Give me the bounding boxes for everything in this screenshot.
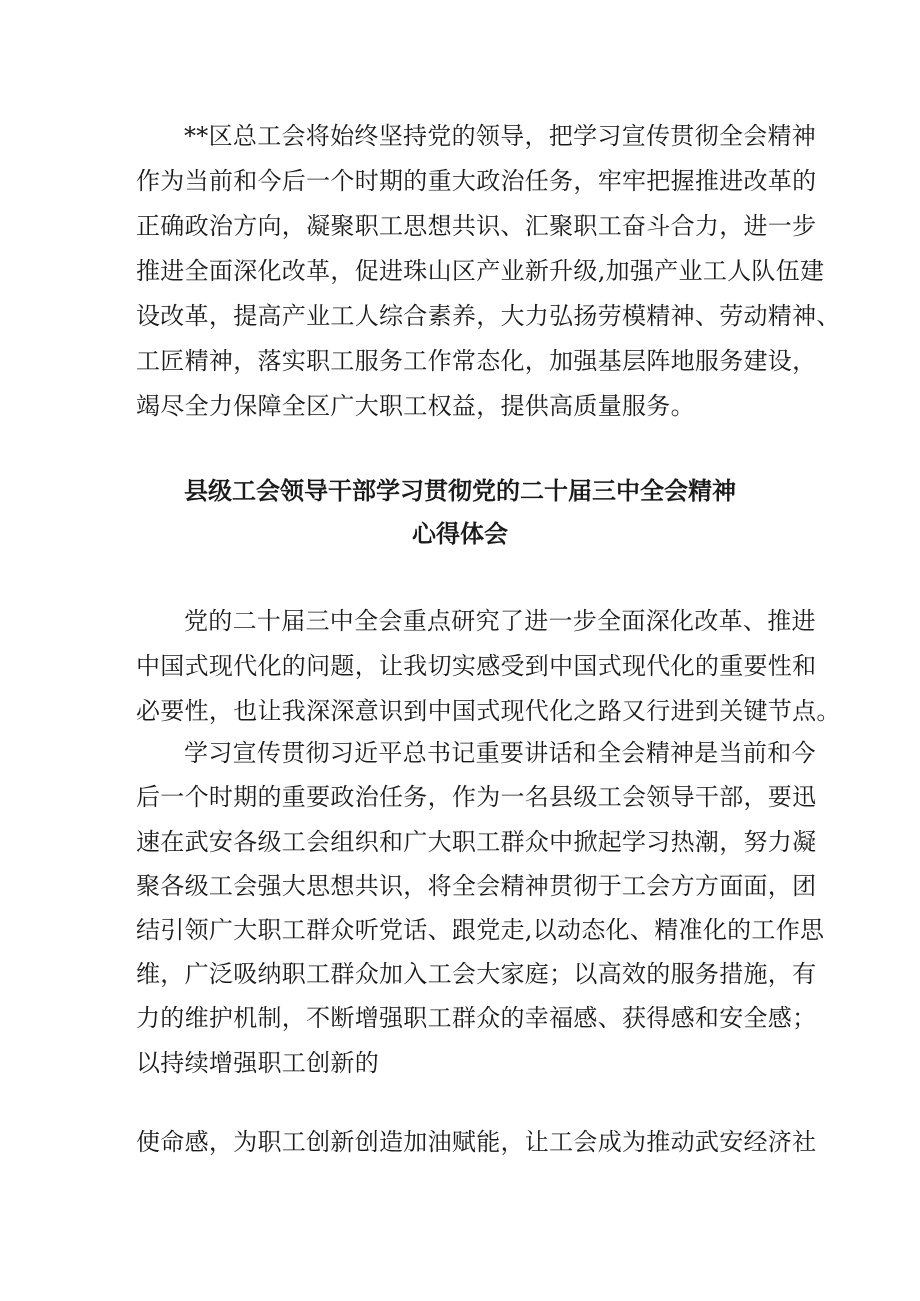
text-line: 以持续增强职工创新的 [136, 1049, 379, 1077]
text-line: 作为当前和今后一个时期的重大政治任务，牢牢把握推进改革的 [136, 167, 817, 195]
section-subtitle: 心得体会 [412, 520, 508, 548]
text-line: 正确政治方向，凝聚职工思想共识、汇聚职工奋斗合力，进一步 [136, 212, 817, 240]
text-line: **区总工会将始终坚持党的领导，把学习宣传贯彻全会精神 [184, 122, 817, 150]
text-line: 党的二十届三中全会重点研究了进一步全面深化改革、推进 [184, 607, 816, 635]
text-line: 速在武安各级工会组织和广大职工群众中掀起学习热潮，努力凝 [136, 828, 817, 856]
text-line: 中国式现代化的问题，让我切实感受到中国式现代化的重要性和 [136, 652, 817, 680]
text-line: 聚各级工会强大思想共识，将全会精神贯彻于工会方方面面，团 [136, 872, 817, 900]
text-line: 使命感，为职工创新创造加油赋能，让工会成为推动武安经济社 [136, 1128, 817, 1156]
section-title: 县级工会领导干部学习贯彻党的二十届三中全会精神 [184, 477, 736, 505]
text-line: 后一个时期的重要政治任务，作为一名县级工会领导干部，要迅 [136, 783, 817, 811]
text-line: 必要性，也让我深深意识到中国式现代化之路又行进到关键节点。 [136, 697, 841, 725]
text-line: 设改革，提高产业工人综合素养，大力弘扬劳模精神、劳动精神、 [136, 302, 841, 330]
text-line: 学习宣传贯彻习近平总书记重要讲话和全会精神是当前和今 [184, 739, 816, 767]
text-line: 力的维护机制，不断增强职工群众的幸福感、获得感和安全感； [136, 1004, 817, 1032]
text-line: 结引领广大职工群众听党话、跟党走,以动态化、精准化的工作思 [136, 916, 825, 944]
text-line: 推进全面深化改革，促进珠山区产业新升级,加强产业工人队伍建 [136, 257, 825, 285]
text-line: 竭尽全力保障全区广大职工权益，提供高质量服务。 [136, 392, 695, 420]
text-line: 维，广泛吸纳职工群众加入工会大家庭；以高效的服务措施，有 [136, 960, 817, 988]
text-line: 工匠精神，落实职工服务工作常态化，加强基层阵地服务建设， [136, 347, 817, 375]
